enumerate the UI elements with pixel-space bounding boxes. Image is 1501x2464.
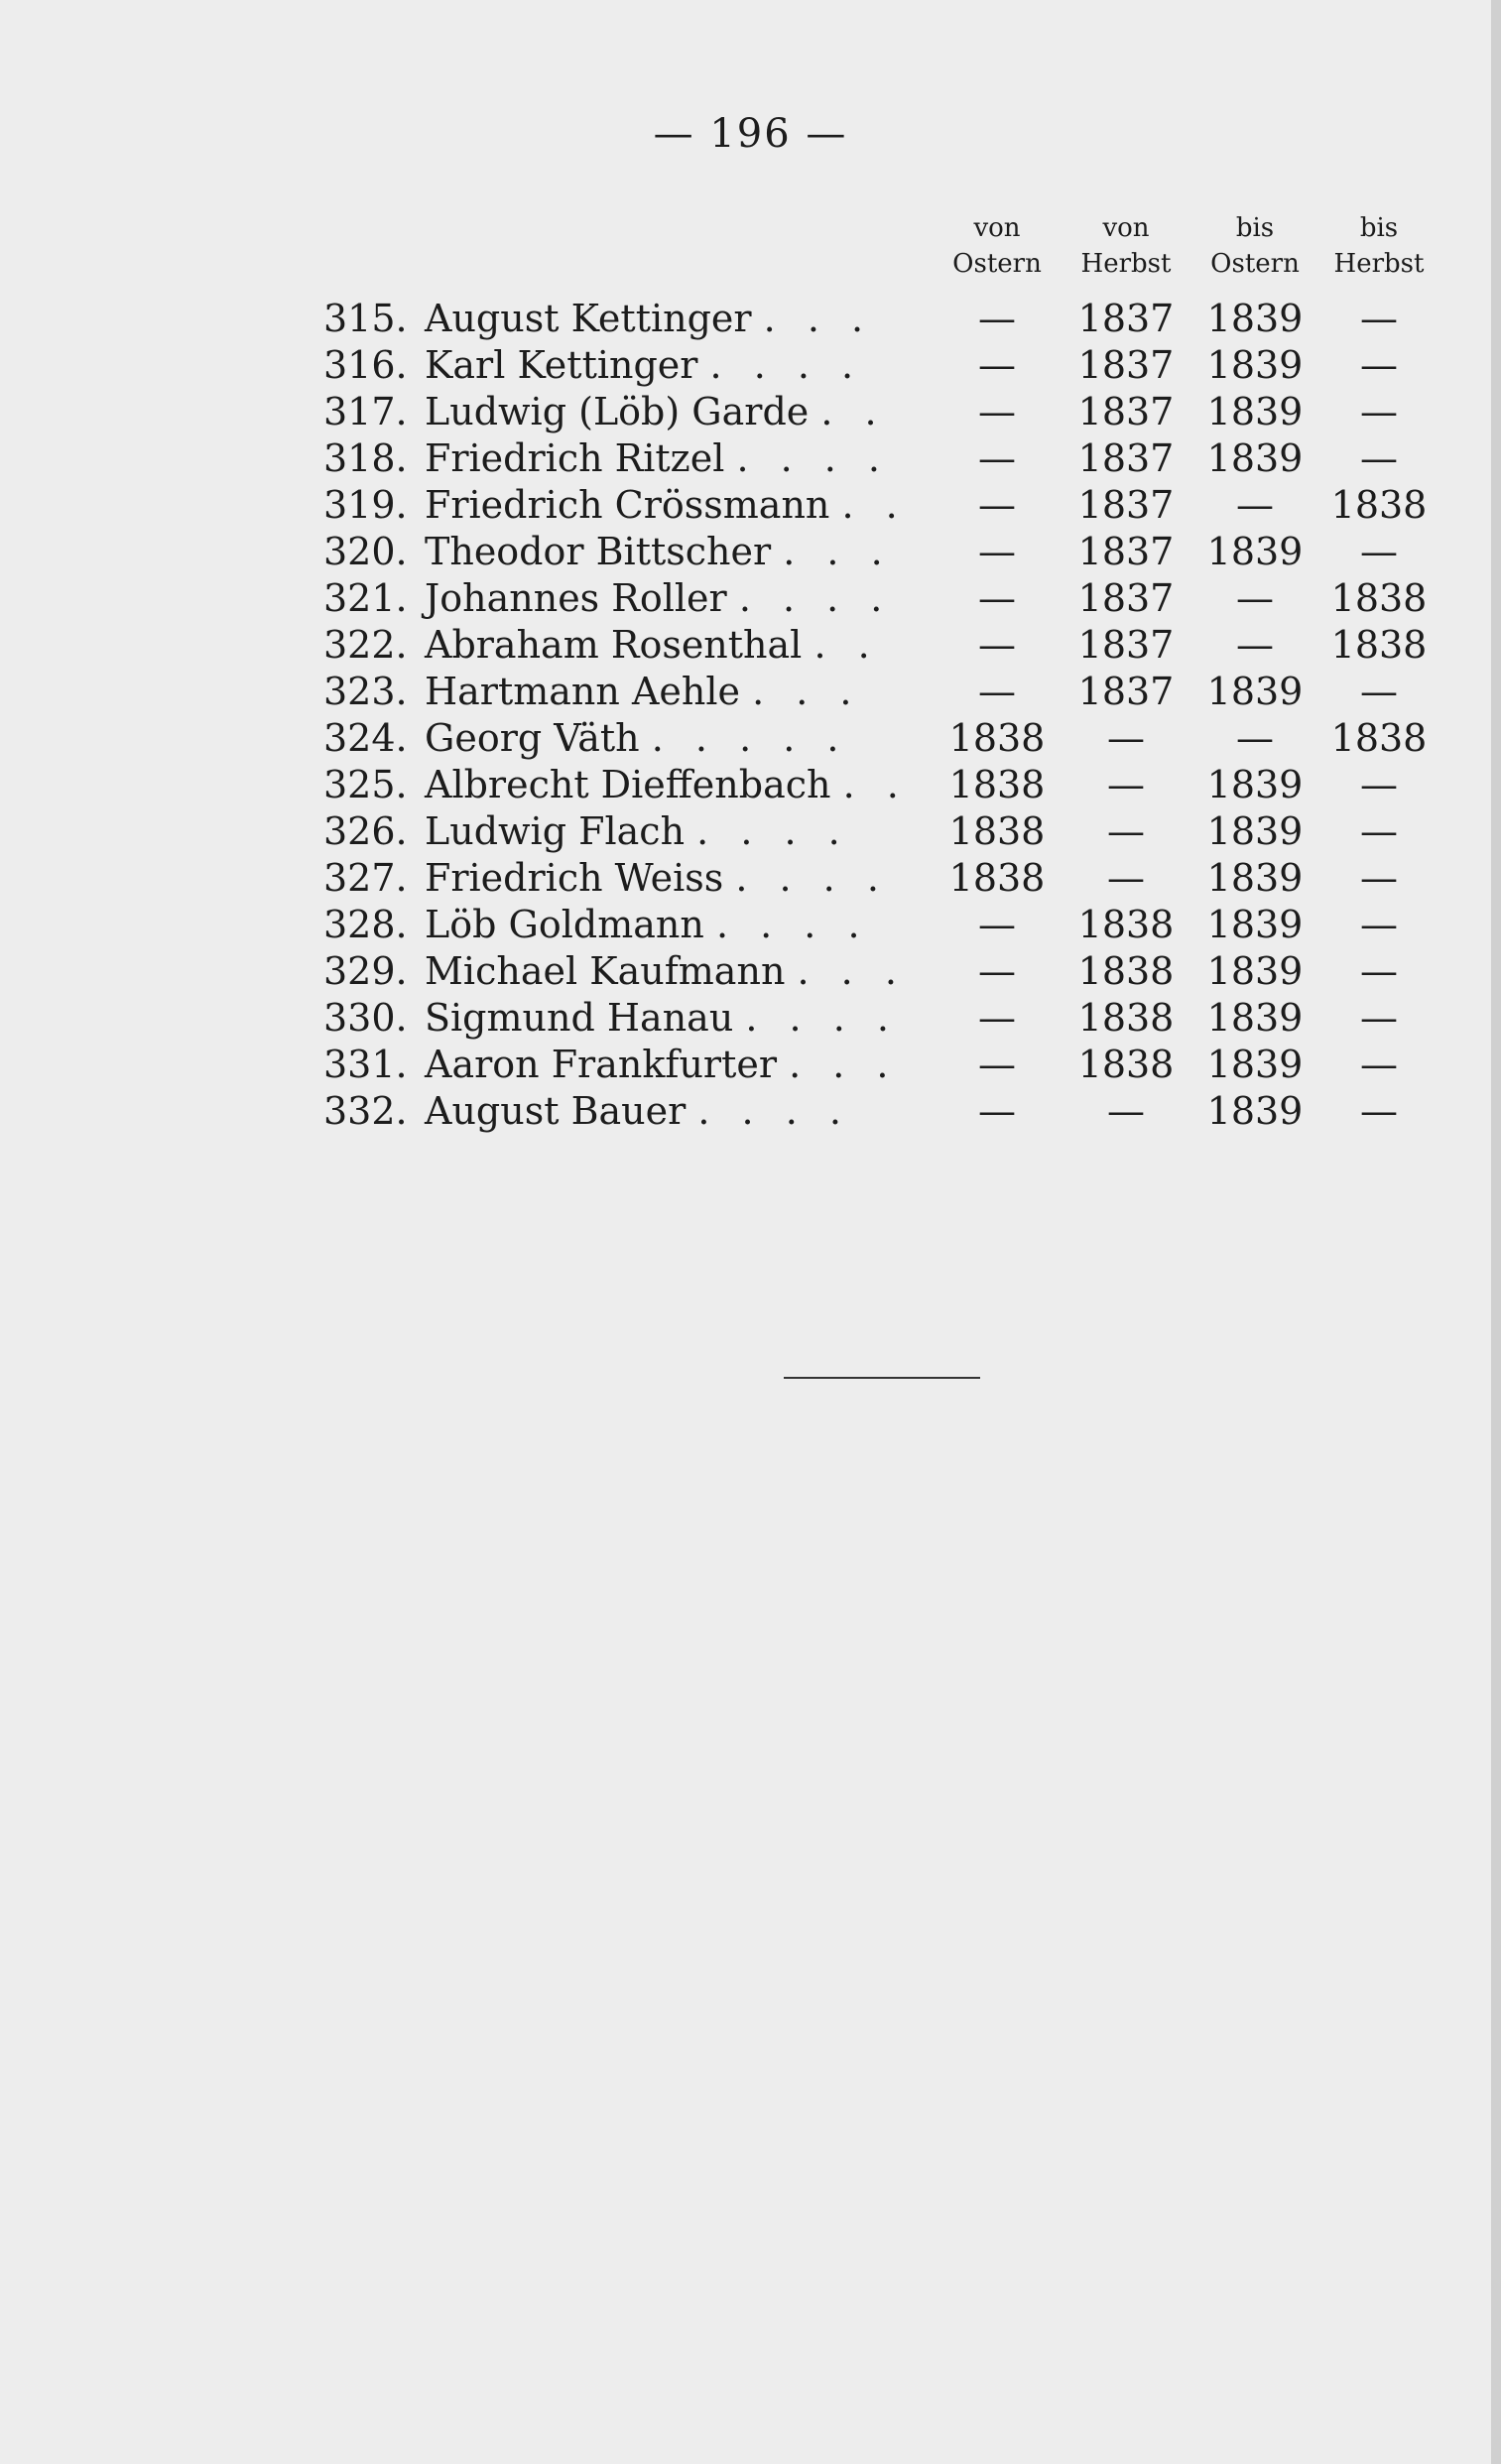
year-cell-c2: 1838 [1077, 1043, 1175, 1086]
year-cell-c2: — [1107, 809, 1145, 853]
table-row [0, 296, 1501, 342]
year-cell-c1: — [978, 996, 1016, 1040]
student-name-cell [425, 622, 901, 669]
leader-dots: . . . . [738, 576, 893, 620]
year-cell-c3: 1839 [1206, 390, 1304, 433]
year-cell-c4: — [1360, 343, 1398, 387]
year-cell-c2: — [1107, 856, 1145, 900]
table-row [0, 622, 1501, 669]
leader-dots: . . . . [696, 809, 850, 853]
year-cell-c2: 1838 [1077, 996, 1175, 1040]
year-cell-c1: — [978, 436, 1016, 480]
student-name: Sigmund Hanau [425, 996, 734, 1040]
student-name: August Bauer [425, 1089, 687, 1133]
column-header-von-ostern [933, 210, 1062, 282]
year-cell-c4: — [1360, 856, 1398, 900]
year-cell-c1: — [978, 623, 1016, 667]
year-cell-c4: — [1360, 436, 1398, 480]
year-cell-c2: 1837 [1077, 483, 1175, 527]
year-cell-c1: 1838 [948, 809, 1046, 853]
year-cell-c4: 1838 [1330, 576, 1428, 620]
entry-number: 328. [323, 903, 408, 946]
year-cell-c3: — [1236, 483, 1274, 527]
leader-dots: . . . [789, 1043, 899, 1086]
table-row [0, 715, 1501, 762]
student-name: August Kettinger [425, 297, 752, 340]
year-cell-c3: 1839 [1206, 809, 1304, 853]
year-cell-c3: 1839 [1206, 530, 1304, 573]
year-cell-c4: — [1360, 1043, 1398, 1086]
student-name-cell [425, 902, 901, 948]
column-headers [0, 210, 1501, 290]
year-cell-c2: — [1107, 1089, 1145, 1133]
entry-number: 332. [323, 1089, 408, 1133]
year-cell-c1: — [978, 1089, 1016, 1133]
year-cell-c3: 1839 [1206, 436, 1304, 480]
leader-dots: . . . . . [651, 716, 849, 760]
table-row [0, 995, 1501, 1042]
student-name: Friedrich Weiss [425, 856, 724, 900]
year-cell-c1: — [978, 297, 1016, 340]
entry-number: 319. [323, 483, 408, 527]
table-row [0, 1042, 1501, 1088]
entry-number: 327. [323, 856, 408, 900]
year-cell-c2: 1837 [1077, 670, 1175, 713]
year-cell-c2: 1837 [1077, 390, 1175, 433]
column-header-line: bis [1235, 213, 1275, 243]
year-cell-c3: — [1236, 576, 1274, 620]
column-header-line: Herbst [1333, 249, 1425, 279]
column-header-von-herbst [1062, 210, 1190, 282]
table-row [0, 389, 1501, 435]
student-name-cell [425, 435, 901, 482]
student-name: Abraham Rosenthal [425, 623, 803, 667]
year-cell-c3: 1839 [1206, 343, 1304, 387]
leader-dots: . . . [783, 530, 893, 573]
leader-dots: . . [841, 483, 908, 527]
student-name: Ludwig (Löb) Garde [425, 390, 810, 433]
entry-number: 321. [323, 576, 408, 620]
student-name: Löb Goldmann [425, 903, 704, 946]
student-table [0, 296, 1501, 1135]
student-name-cell [425, 389, 901, 435]
student-name: Theodor Bittscher [425, 530, 772, 573]
table-row [0, 808, 1501, 855]
year-cell-c3: 1839 [1206, 1043, 1304, 1086]
page-number: — 196 — [653, 111, 848, 157]
table-row [0, 575, 1501, 622]
year-cell-c2: — [1107, 716, 1145, 760]
student-name-cell [425, 575, 901, 622]
student-name: Michael Kaufmann [425, 949, 786, 993]
year-cell-c2: 1837 [1077, 297, 1175, 340]
year-cell-c4: 1838 [1330, 716, 1428, 760]
table-row [0, 529, 1501, 575]
table-row [0, 482, 1501, 529]
leader-dots: . . . . [715, 903, 870, 946]
year-cell-c4: — [1360, 949, 1398, 993]
year-cell-c1: — [978, 390, 1016, 433]
student-name: Johannes Roller [425, 576, 727, 620]
table-row [0, 1088, 1501, 1135]
year-cell-c2: 1837 [1077, 530, 1175, 573]
entry-number: 317. [323, 390, 408, 433]
year-cell-c3: 1839 [1206, 949, 1304, 993]
column-header-line: von [973, 213, 1021, 243]
column-header-line: Herbst [1080, 249, 1172, 279]
year-cell-c1: — [978, 670, 1016, 713]
year-cell-c3: 1839 [1206, 903, 1304, 946]
year-cell-c3: 1839 [1206, 1089, 1304, 1133]
student-name: Hartmann Aehle [425, 670, 740, 713]
student-name: Karl Kettinger [425, 343, 698, 387]
leader-dots: . . . [752, 670, 862, 713]
year-cell-c4: — [1360, 809, 1398, 853]
entry-number: 325. [323, 763, 408, 806]
student-name-cell [425, 1088, 901, 1135]
year-cell-c2: 1837 [1077, 436, 1175, 480]
year-cell-c1: — [978, 1043, 1016, 1086]
table-row [0, 948, 1501, 995]
year-cell-c4: — [1360, 670, 1398, 713]
student-name-cell [425, 995, 901, 1042]
student-name-cell [425, 715, 901, 762]
closing-rule [784, 1377, 980, 1379]
leader-dots: . . . . [709, 343, 864, 387]
student-name-cell [425, 808, 901, 855]
student-name-cell [425, 529, 901, 575]
student-name-cell [425, 342, 901, 389]
column-header-bis-herbst [1314, 210, 1443, 282]
student-name: Albrecht Dieffenbach [425, 763, 831, 806]
column-header-bis-ostern [1190, 210, 1319, 282]
entry-number: 329. [323, 949, 408, 993]
leader-dots: . . [820, 390, 887, 433]
year-cell-c2: 1837 [1077, 576, 1175, 620]
student-name-cell [425, 948, 907, 995]
year-cell-c4: 1838 [1330, 483, 1428, 527]
entry-number: 320. [323, 530, 408, 573]
student-name-cell [425, 855, 901, 902]
column-header-line: Ostern [1210, 249, 1300, 279]
entry-number: 318. [323, 436, 408, 480]
column-header-line: Ostern [952, 249, 1042, 279]
table-row [0, 855, 1501, 902]
year-cell-c4: — [1360, 903, 1398, 946]
year-cell-c1: — [978, 343, 1016, 387]
leader-dots: . . . . [736, 436, 891, 480]
year-cell-c3: 1839 [1206, 297, 1304, 340]
year-cell-c2: 1838 [1077, 903, 1175, 946]
leader-dots: . . . . [697, 1089, 851, 1133]
year-cell-c1: 1838 [948, 716, 1046, 760]
year-cell-c3: — [1236, 623, 1274, 667]
student-name: Aaron Frankfurter [425, 1043, 778, 1086]
student-name-cell [425, 482, 908, 529]
leader-dots: . . [813, 623, 880, 667]
student-name-cell [425, 762, 909, 808]
leader-dots: . . . [797, 949, 907, 993]
student-name: Friedrich Crössmann [425, 483, 830, 527]
year-cell-c1: — [978, 576, 1016, 620]
entry-number: 316. [323, 343, 408, 387]
leader-dots: . . [842, 763, 909, 806]
leader-dots: . . . . [745, 996, 899, 1040]
year-cell-c1: 1838 [948, 763, 1046, 806]
page-edge [1491, 0, 1501, 2464]
year-cell-c2: 1837 [1077, 623, 1175, 667]
table-row [0, 669, 1501, 715]
year-cell-c1: 1838 [948, 856, 1046, 900]
leader-dots: . . . . [735, 856, 889, 900]
year-cell-c4: 1838 [1330, 623, 1428, 667]
year-cell-c2: 1838 [1077, 949, 1175, 993]
entry-number: 326. [323, 809, 408, 853]
year-cell-c1: — [978, 530, 1016, 573]
year-cell-c2: 1837 [1077, 343, 1175, 387]
entry-number: 331. [323, 1043, 408, 1086]
leader-dots: . . . [763, 297, 874, 340]
entry-number: 322. [323, 623, 408, 667]
year-cell-c1: — [978, 483, 1016, 527]
column-header-line: bis [1359, 213, 1399, 243]
year-cell-c2: — [1107, 763, 1145, 806]
year-cell-c4: — [1360, 297, 1398, 340]
year-cell-c3: 1839 [1206, 670, 1304, 713]
year-cell-c4: — [1360, 1089, 1398, 1133]
entry-number: 323. [323, 670, 408, 713]
student-name: Friedrich Ritzel [425, 436, 725, 480]
year-cell-c3: — [1236, 716, 1274, 760]
entry-number: 324. [323, 716, 408, 760]
year-cell-c4: — [1360, 530, 1398, 573]
entry-number: 330. [323, 996, 408, 1040]
entry-number: 315. [323, 297, 408, 340]
year-cell-c1: — [978, 949, 1016, 993]
year-cell-c3: 1839 [1206, 856, 1304, 900]
student-name-cell [425, 669, 901, 715]
table-row [0, 342, 1501, 389]
table-row [0, 762, 1501, 808]
table-row [0, 902, 1501, 948]
year-cell-c4: — [1360, 390, 1398, 433]
year-cell-c1: — [978, 903, 1016, 946]
student-name-cell [425, 296, 901, 342]
student-name: Ludwig Flach [425, 809, 686, 853]
year-cell-c3: 1839 [1206, 996, 1304, 1040]
student-name: Georg Väth [425, 716, 640, 760]
year-cell-c4: — [1360, 996, 1398, 1040]
table-row [0, 435, 1501, 482]
column-header-line: von [1102, 213, 1150, 243]
student-name-cell [425, 1042, 901, 1088]
year-cell-c4: — [1360, 763, 1398, 806]
year-cell-c3: 1839 [1206, 763, 1304, 806]
